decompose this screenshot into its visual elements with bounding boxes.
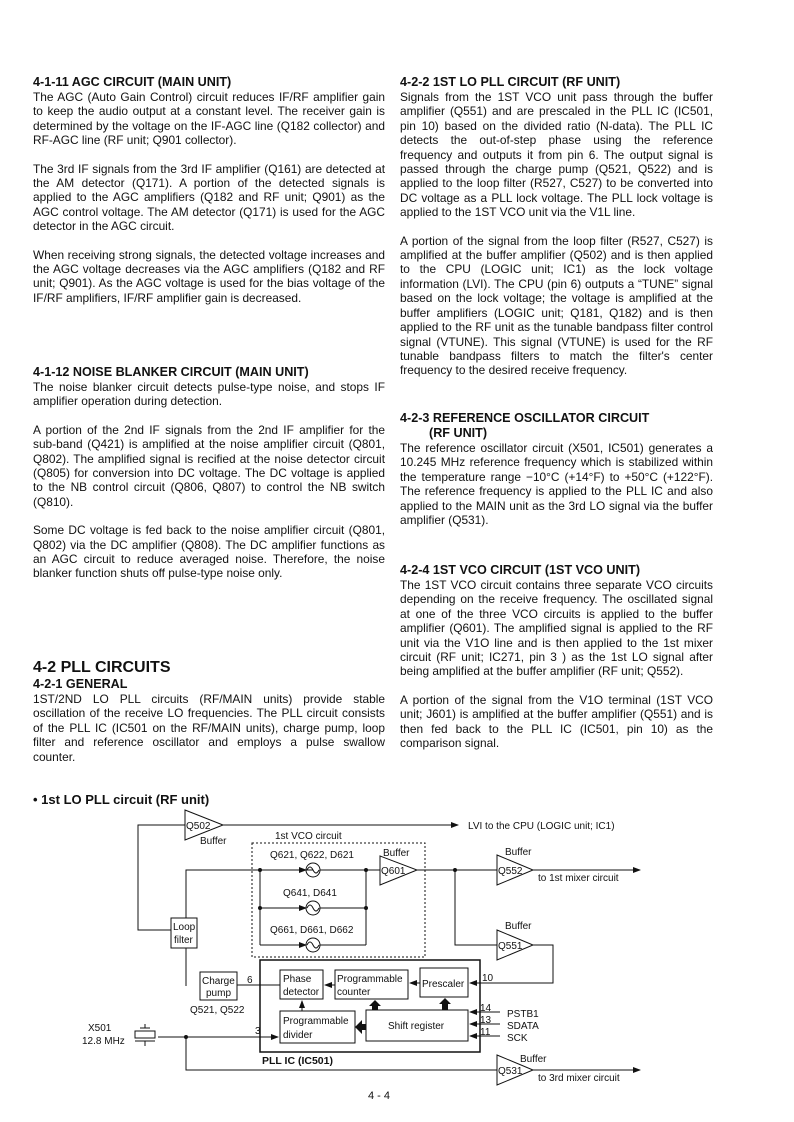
label-programmable: Programmable [283, 1016, 349, 1027]
label-counter: counter [337, 987, 371, 998]
paragraph: The noise blanker circuit detects pulse-type noise, and stops IF amplifier operation during detection. [33, 380, 385, 409]
section-heading: 4-1-11 AGC CIRCUIT (MAIN UNIT) [33, 75, 232, 89]
label-q531: Q531 [498, 1066, 523, 1077]
section-heading-cont: (RF UNIT) [429, 426, 488, 440]
label-phase: Phase [283, 974, 312, 985]
label-pin14: 14 [480, 1003, 492, 1014]
crystal-x501-symbol [135, 1031, 155, 1038]
paragraph: The AGC (Auto Gain Control) circuit reduces IF/RF amplifier gain to keep the audio output at a constant level. The receiver gain is determined by the voltage on the IF-AGC line (Q182 collector) and RF-AGC line (RF unit; Q901 collector). [33, 90, 385, 148]
label-lvi: LVI to the CPU (LOGIC unit; IC1) [468, 821, 615, 832]
label-vco1: Q621, Q622, D621 [270, 850, 354, 861]
label-prescaler: Prescaler [422, 979, 465, 990]
paragraph: The reference oscillator circuit (X501, IC501) generates a 10.245 MHz reference frequency which is stabilized within the temperature range −10°C (+14°F) to +50°C (+122°F). The reference frequency is applied to the PLL IC and also applied to the MAIN unit as the 3rd LO signal via the buffer amplifier (Q531). [400, 441, 713, 528]
label-q601: Q601 [381, 866, 406, 877]
paragraph: 1ST/2ND LO PLL circuits (RF/MAIN units) provide stable oscillation of the receive LO frequencies. The PLL circuit consists of the PLL IC (IC501 on the RF/MAIN units), charge pump, loop filter and reference oscillator and employs a pulse swallow counter. [33, 692, 385, 764]
section-heading: 4-2-4 1ST VCO CIRCUIT (1ST VCO UNIT) [400, 563, 641, 577]
label-buffer: Buffer [505, 921, 532, 932]
label-pin10: 10 [482, 973, 494, 984]
label-charge: Charge [202, 976, 235, 987]
thick-arrow-to-divider [355, 1020, 366, 1034]
paragraph: The 1ST VCO circuit contains three separate VCO circuits depending on the receive frequency. The oscillated signal at one of the three VCO circuits is applied to the buffer amplifier (Q601). The amplified signal is applied to the RF unit via the V1O line and is then applied to the 1st mixer circuit (RF unit; IC271, pin 3 ) as the 1st LO signal after being amplified at the buffer amplifier (RF unit; Q552). [400, 578, 713, 679]
label-pin11: 11 [480, 1027, 491, 1038]
thick-arrow-to-counter [369, 1000, 381, 1010]
label-buffer: Buffer [383, 848, 410, 859]
section-heading: 4-2-1 GENERAL [33, 677, 128, 691]
diagram-caption: • 1st LO PLL circuit (RF unit) [33, 792, 210, 807]
label-buffer: Buffer [200, 836, 227, 847]
label-filter: filter [174, 935, 193, 946]
label-programmable: Programmable [337, 974, 403, 985]
paragraph: A portion of the signal from the loop filter (R527, C527) is amplified at the buffer amplifier (Q502) and is then applied to the CPU (LOGIC unit; IC1) as the lock voltage information (LVI). The CPU (pin 6) outputs a “TUNE” signal based on the lock voltage; the voltage is amplified at the buffer amplifiers (LOGIC unit; Q181, Q182) and is then applied to the RF unit as the tunable bandpass filter control signal (VTUNE). This signal (VTUNE) is used for the RF tunable bandpass filters to match the filter's center frequency to the desired receive frequency. [400, 233, 713, 378]
label-pll-ic: PLL IC (IC501) [262, 1055, 333, 1067]
label-pstb1: PSTB1 [507, 1009, 539, 1020]
label-x501: X501 [88, 1023, 112, 1034]
section-heading: 4-1-12 NOISE BLANKER CIRCUIT (MAIN UNIT) [33, 365, 309, 379]
section-heading: 4-2-3 REFERENCE OSCILLATOR CIRCUIT [400, 411, 650, 425]
label-pin13: 13 [480, 1015, 492, 1026]
label-sdata: SDATA [507, 1021, 539, 1032]
label-to-1st-mixer: to 1st mixer circuit [538, 873, 619, 884]
chapter-heading: 4-2 PLL CIRCUITS [33, 659, 171, 676]
label-q552: Q552 [498, 866, 523, 877]
page-number: 4 - 4 [368, 1090, 391, 1102]
paragraph: Signals from the 1ST VCO unit pass through the buffer amplifier (Q551) and are prescaled in the PLL IC (IC501, pin 10) based on the divided ratio (N-data). The PLL IC detects the out-of-step phase using the reference frequency and outputs it from pin 6. The output signal is passed through the charge pump (Q521, Q522) and is applied to the loop filter (R527, C527) to be converted into DC voltage as a PLL lock voltage. The PLL lock voltage is applied to the 1ST VCO unit via the V1L line. [400, 90, 713, 220]
label-pin6: 6 [247, 975, 253, 986]
label-vco2: Q641, D641 [283, 888, 337, 899]
label-pin3: 3 [255, 1026, 261, 1037]
paragraph: Some DC voltage is fed back to the noise amplifier circuit (Q801, Q802) via the DC amplifier (Q808). The DC amplifier functions as an AGC circuit to reduce averaged noise. Therefore, the noise blanker function shuts off pulse-type noise only. [33, 523, 385, 581]
label-buffer: Buffer [520, 1054, 547, 1065]
label-q502: Q502 [186, 821, 211, 832]
paragraph: The 3rd IF signals from the 3rd IF amplifier (Q161) are detected at the AM detector (Q171). A portion of the detected signals is applied to the AGC amplifiers (Q182 and RF unit; Q901) as the AGC control voltage. The AM detector (Q171) is used for the AGC detector in the AGC circuit. [33, 161, 385, 234]
paragraph: When receiving strong signals, the detected voltage increases and the AGC voltage decreases via the AGC amplifiers (Q182 and RF unit; Q901). As the AGC voltage is used for the bias voltage of the IF/RF amplifiers, IF/RF amplifier gain is decreased. [33, 247, 385, 305]
thick-arrow-to-prescaler [439, 998, 451, 1010]
label-x501-frequency: 12.8 MHz [82, 1036, 125, 1047]
label-sck: SCK [507, 1033, 528, 1044]
label-vco-title: 1st VCO circuit [275, 831, 342, 842]
label-pump: pump [206, 988, 232, 999]
label-q551: Q551 [498, 941, 523, 952]
paragraph: A portion of the 2nd IF signals from the 2nd IF amplifier for the sub-band (Q421) is amplified at the noise amplifier circuit (Q801, Q802). The amplified signal is recified at the noise detector circuit (Q805) for conversion into DC voltage. The DC voltage is applied to the NB control circuit (Q806, Q807) to control the NB switch (Q810). [33, 422, 385, 509]
label-buffer: Buffer [505, 847, 532, 858]
label-divider: divider [283, 1030, 313, 1041]
section-heading: 4-2-2 1ST LO PLL CIRCUIT (RF UNIT) [400, 75, 621, 89]
label-detector: detector [283, 987, 320, 998]
label-shift-register: Shift register [388, 1021, 445, 1032]
label-vco3: Q661, D661, D662 [270, 925, 354, 936]
label-to-3rd-mixer: to 3rd mixer circuit [538, 1073, 620, 1084]
paragraph: A portion of the signal from the V1O terminal (1ST VCO unit; J601) is amplified at the buffer amplifier (Q551) and is then fed back to the PLL IC (IC501, pin 10) as the comparison signal. [400, 692, 713, 751]
label-loop: Loop [173, 922, 196, 933]
label-q521-q522: Q521, Q522 [190, 1005, 245, 1016]
